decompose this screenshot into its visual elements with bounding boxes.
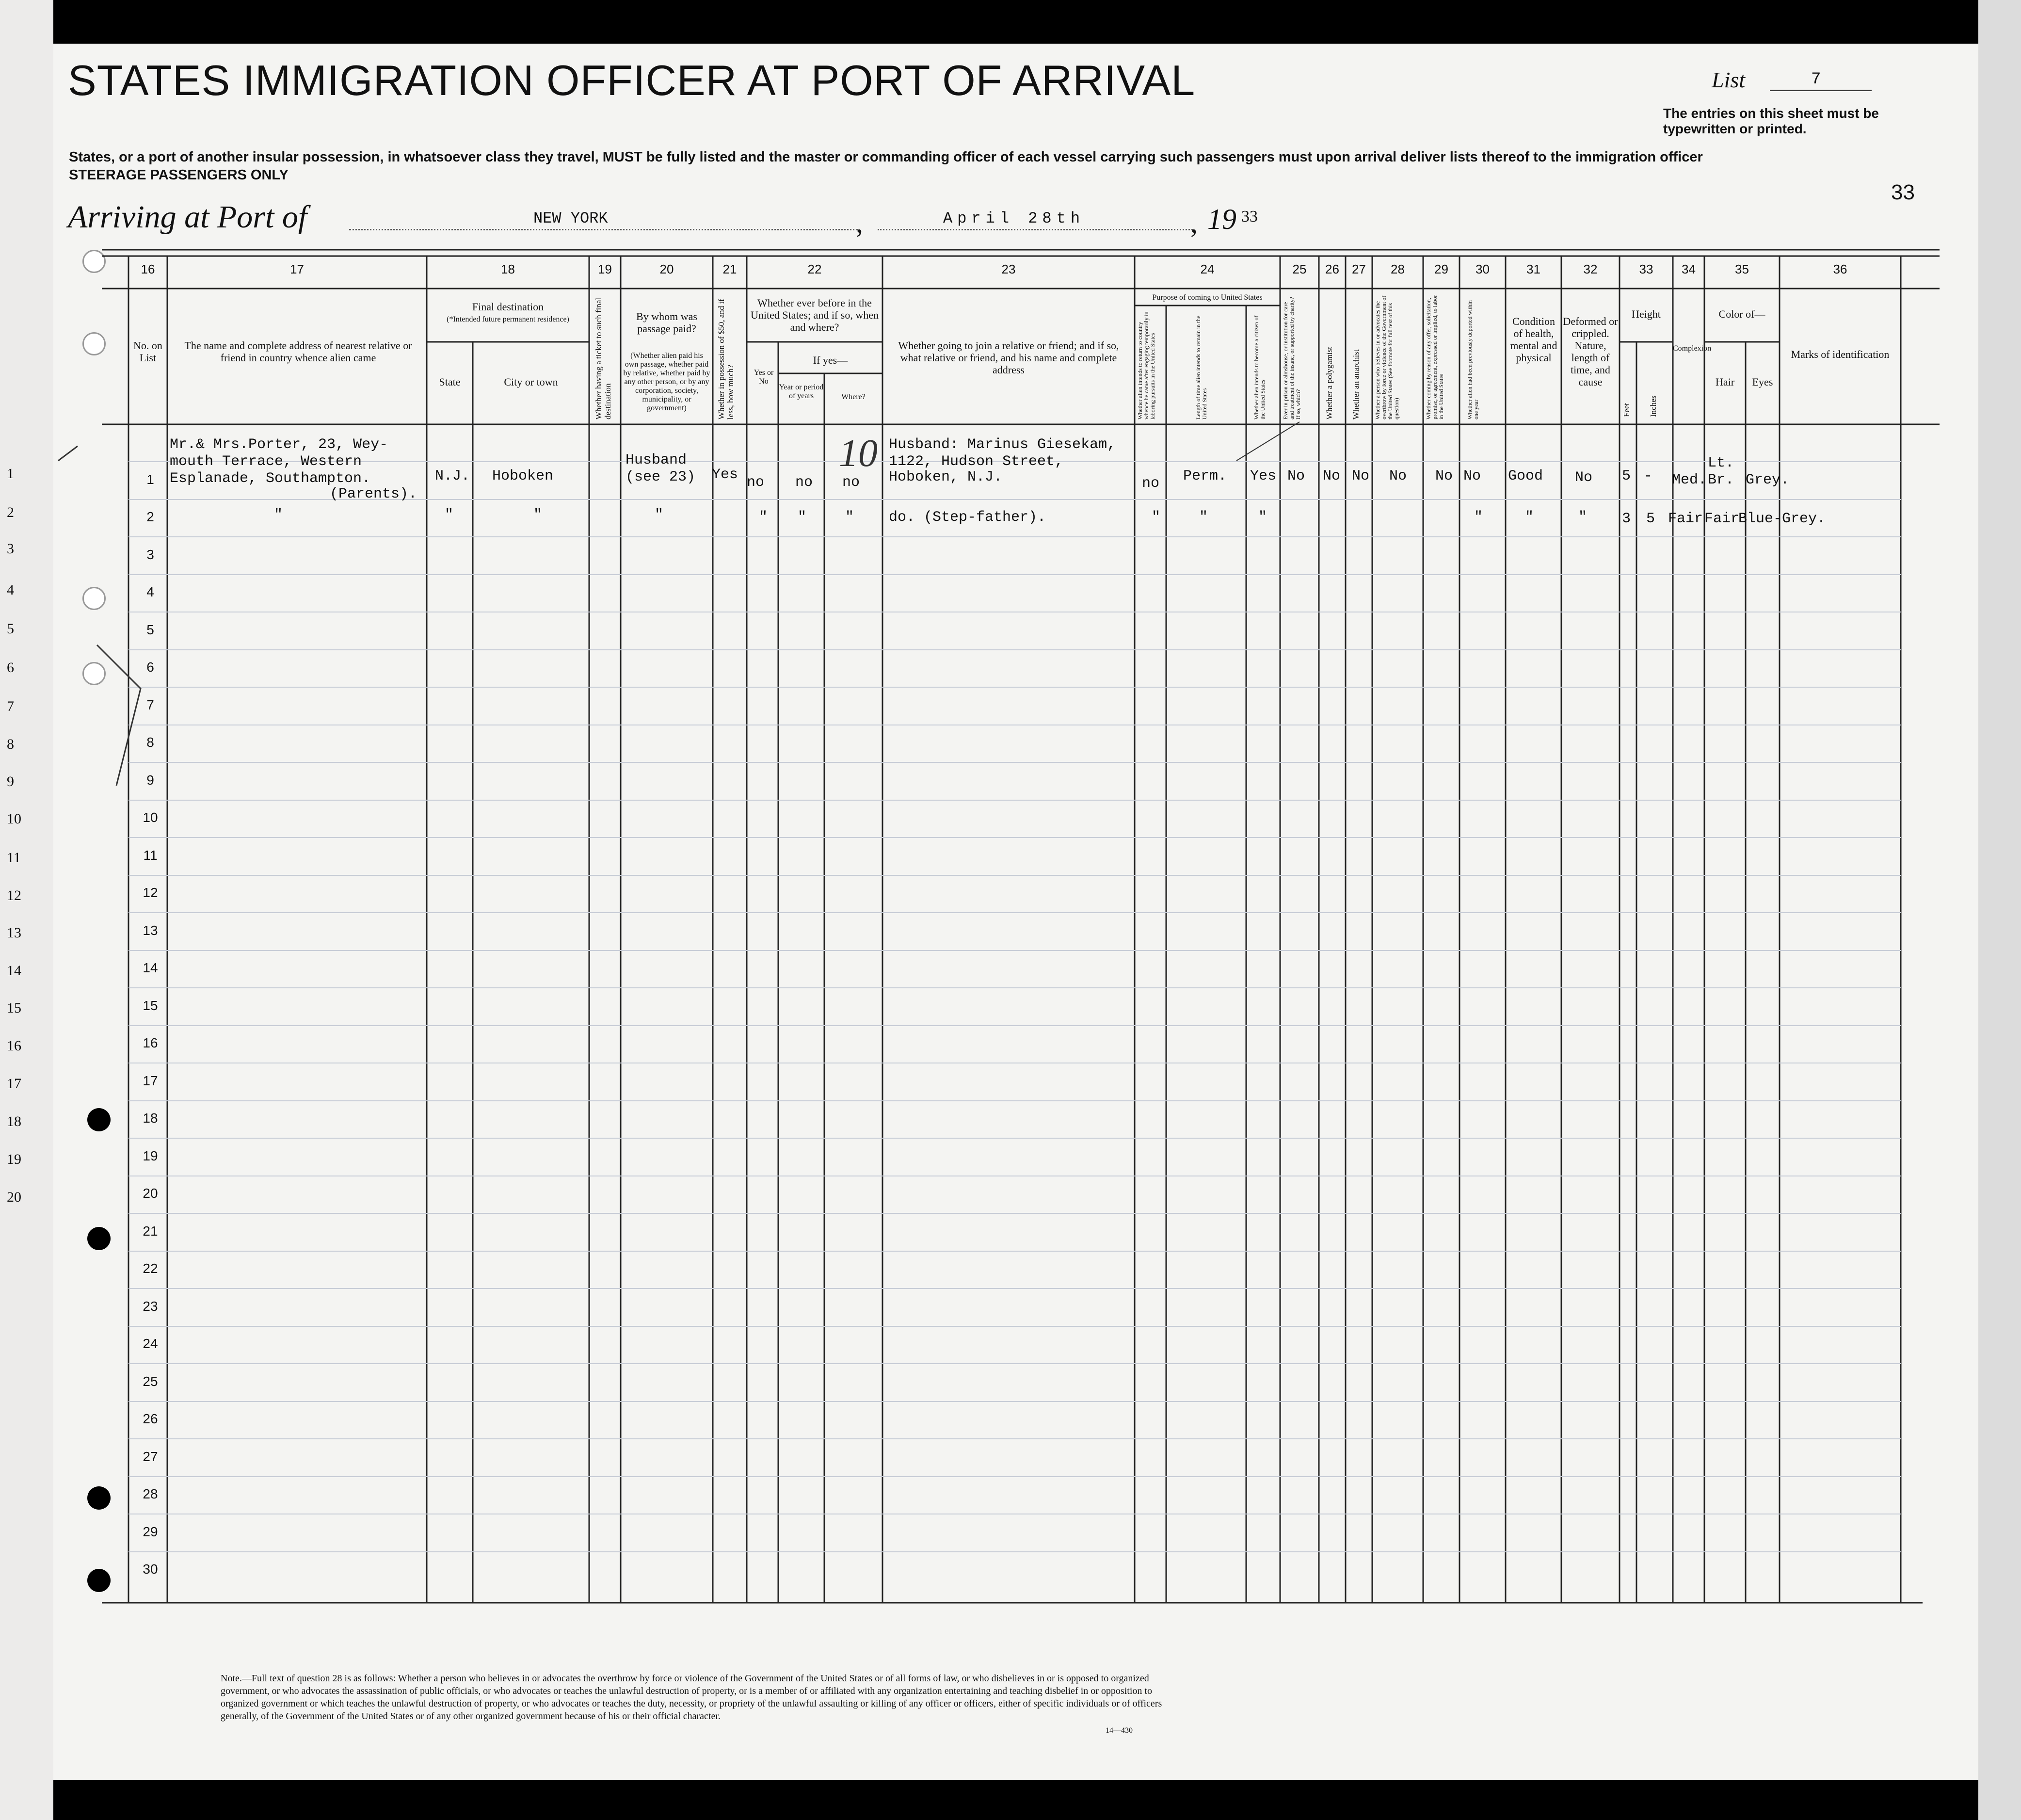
header-deformed: Deformed or crippled. Nature, length of time, and cause	[1563, 315, 1618, 388]
return-intent: no	[1142, 475, 1160, 492]
row-number: 23	[143, 1299, 158, 1314]
header-money: Whether in possession of $50, and if less, how much?	[717, 299, 735, 419]
strip-row-number: 7	[7, 698, 14, 714]
strip-row-number: 18	[7, 1113, 21, 1129]
header-citizen: Whether alien intends to become a citizen of the United States	[1253, 315, 1266, 419]
date-value: April 28th	[943, 209, 1085, 227]
complexion: Med.	[1672, 472, 1707, 488]
header-prison: Ever in prison or almshouse, or institution for care and treatment of the insane, or supported by charity? If so, which?	[1282, 297, 1301, 419]
row-number: 3	[146, 547, 154, 562]
header-before-us: Whether ever before in the United States; and if so, when and where?	[751, 297, 879, 333]
row-number: 14	[143, 960, 158, 975]
joining-line: Hoboken, N.J.	[889, 469, 1003, 485]
hair-color: Lt.	[1708, 455, 1734, 471]
strip-row-number: 19	[7, 1151, 21, 1167]
row-number: 11	[143, 848, 158, 863]
strip-row-number: 11	[7, 850, 21, 866]
column-number: 18	[501, 262, 515, 276]
citizen-intent: Yes	[1250, 468, 1277, 484]
height-inches: -	[1644, 468, 1653, 484]
strip-row-number: 17	[7, 1076, 21, 1092]
header-yes-no: Yes or No	[754, 369, 774, 386]
row-number: 19	[143, 1148, 158, 1163]
header-deported: Whether alien had been previously deported within one year	[1466, 300, 1479, 419]
ditto-mark: "	[655, 507, 664, 523]
row-number: 30	[143, 1562, 158, 1577]
ditto-mark: "	[1199, 509, 1208, 526]
polygamist: No	[1323, 468, 1341, 484]
labor-offer: No	[1435, 468, 1453, 484]
ditto-mark: "	[274, 507, 283, 523]
eye-color: Grey.	[1746, 472, 1790, 488]
row-number: 8	[146, 735, 154, 750]
header-complexion: Complexion	[1673, 344, 1712, 353]
row-number: 20	[143, 1186, 158, 1201]
row-number: 2	[146, 509, 154, 524]
relative-address-line: mouth Terrace, Western	[170, 453, 362, 470]
ditto-mark: "	[1258, 509, 1267, 526]
ditto-mark: "	[759, 509, 768, 526]
ditto-mark: "	[445, 507, 454, 523]
ditto-mark: "	[1474, 509, 1483, 526]
form-code: 14—430	[1106, 1726, 1133, 1735]
column-number: 21	[722, 262, 737, 276]
header-if-yes: If yes—	[813, 354, 848, 366]
header-labor-offer: Whether coming by reason of any offer, solicitation, promise, or agreement, expressed or implied, to labor in the United States	[1425, 295, 1444, 419]
height-feet: 5	[1622, 468, 1631, 484]
ditto-mark: "	[533, 507, 543, 523]
header-hair: Hair	[1715, 376, 1735, 388]
column-number: 23	[1001, 262, 1016, 276]
strip-row-number: 1	[7, 466, 14, 482]
row-number: 1	[146, 472, 154, 487]
column-number: 35	[1735, 262, 1749, 276]
row-number: 29	[143, 1524, 158, 1539]
relative-address-line: (Parents).	[330, 486, 417, 502]
header-height: Height	[1632, 308, 1661, 320]
header-no-on-list: No. on List	[133, 339, 162, 364]
list-label: List	[1712, 67, 1746, 92]
row-number: 21	[143, 1224, 158, 1239]
header-color: Color of—	[1718, 308, 1765, 320]
header-length: Length of time alien intends to remain in the United States	[1195, 316, 1208, 419]
relative-address-line: Mr.& Mrs.Porter, 23, Wey-	[170, 436, 388, 453]
header-ticket: Whether having a ticket to such final destination	[594, 297, 612, 419]
header-where: Where?	[841, 393, 866, 401]
column-number: 36	[1833, 262, 1847, 276]
header-overthrow: Whether a person who believes in or advocates the overthrow by force or violence of the Government of the United States (See footnote for full text of this question)	[1374, 295, 1400, 419]
row-number: 16	[143, 1035, 158, 1050]
ditto-mark: "	[845, 509, 854, 526]
header-final-destination: Final destination	[472, 301, 544, 313]
header-relative-abroad: The name and complete address of nearest relative or friend in country whence alien came	[184, 339, 412, 364]
complexion: Fair	[1668, 511, 1703, 527]
row-number: 12	[143, 885, 158, 900]
paid-by: (see 23)	[626, 469, 696, 485]
row-number: 10	[143, 810, 158, 825]
before-us-where: no	[842, 474, 860, 491]
row-number: 7	[146, 697, 154, 712]
header-inches: Inches	[1649, 395, 1658, 417]
column-number: 26	[1325, 262, 1339, 276]
header-anarchist: Whether an anarchist	[1351, 349, 1361, 419]
deformed: No	[1575, 469, 1593, 486]
column-number: 28	[1391, 262, 1405, 276]
header-city: City or town	[504, 376, 558, 388]
destination-city: Hoboken	[492, 468, 554, 484]
header-final-destination-note: (*Intended future permanent residence)	[447, 315, 569, 323]
column-number: 25	[1292, 262, 1307, 276]
arriving-label: Arriving at Port of	[68, 199, 307, 235]
column-number: 20	[659, 262, 674, 276]
column-number: 17	[290, 262, 304, 276]
header-polygamist: Whether a polygamist	[1325, 346, 1334, 419]
strip-row-number: 2	[7, 504, 14, 520]
column-number: 22	[807, 262, 822, 276]
health: Good	[1508, 468, 1543, 484]
strip-row-number: 13	[7, 925, 21, 941]
header-eyes: Eyes	[1752, 376, 1773, 388]
column-number: 19	[598, 262, 612, 276]
strip-row-number: 8	[7, 736, 14, 752]
header-feet: Feet	[1622, 403, 1631, 417]
row-number: 18	[143, 1111, 158, 1126]
row-number: 26	[143, 1411, 158, 1426]
column-number: 24	[1200, 262, 1215, 276]
column-number: 30	[1476, 262, 1490, 276]
header-passage-note: (Whether alien paid his own passage, whether paid by relative, whether paid by any other person, or by any corporation, society, municipality, or government)	[623, 352, 710, 412]
strip-row-number: 4	[7, 582, 14, 598]
relative-address-line: Esplanade, Southampton.	[170, 470, 371, 487]
header-return: Whether alien intends to return to country whence he came after engaging temporarily in laboring pursuits in the United States	[1137, 311, 1156, 419]
row-number: 6	[146, 660, 154, 675]
ditto-mark: "	[1578, 509, 1588, 526]
strip-row-number: 9	[7, 773, 14, 789]
row-number: 13	[143, 923, 158, 938]
list-number: 7	[1811, 70, 1821, 89]
pencil-annotation: 10	[839, 432, 878, 475]
row-number: 9	[146, 773, 154, 788]
header-health: Condition of health, mental and physical	[1510, 315, 1557, 364]
length-of-stay: Perm.	[1183, 468, 1227, 484]
hair-color: Fair	[1704, 511, 1740, 527]
anarchist: No	[1352, 468, 1370, 484]
row-number: 28	[143, 1486, 158, 1501]
row-number: 24	[143, 1336, 158, 1351]
strip-row-number: 6	[7, 660, 14, 676]
year-suffix: 33	[1241, 208, 1258, 225]
row-number: 5	[146, 622, 154, 637]
comma-separator: ,	[856, 207, 863, 239]
instructions: States, or a port of another insular possession, in whatsoever class they travel, MUST be fully listed and the master or commanding officer of each vessel carrying such passengers must upon arrival deliver lists thereof to the immigration officer	[69, 149, 1703, 165]
height-feet: 3	[1622, 511, 1631, 527]
before-us: no	[747, 474, 765, 491]
strip-row-number: 16	[7, 1038, 21, 1054]
column-number: 32	[1583, 262, 1598, 276]
column-number: 31	[1526, 262, 1540, 276]
row-number: 4	[146, 584, 154, 599]
joining-line: 1122, Hudson Street,	[889, 453, 1064, 470]
eye-color: Blue-Grey.	[1738, 511, 1826, 527]
strip-row-number: 3	[7, 541, 14, 557]
ditto-mark: "	[1152, 509, 1161, 526]
column-number: 16	[141, 262, 155, 276]
paid-by: Husband	[626, 452, 687, 468]
prison: No	[1287, 468, 1305, 484]
strip-row-number: 14	[7, 963, 21, 979]
port-value: NEW YORK	[533, 209, 608, 227]
before-us-year: no	[795, 474, 813, 491]
row-number: 25	[143, 1374, 158, 1389]
joining-line: Husband: Marinus Giesekam,	[889, 436, 1116, 453]
comma-separator: ,	[1190, 207, 1198, 239]
row-number: 27	[143, 1449, 158, 1464]
has-50: Yes	[712, 467, 738, 483]
ditto-mark: "	[1525, 509, 1534, 526]
header-passage-paid: By whom was passage paid?	[636, 310, 697, 335]
ditto-mark: "	[798, 509, 807, 526]
page-number: 33	[1891, 180, 1915, 204]
page-title: STATES IMMIGRATION OFFICER AT PORT OF ARRIVAL	[68, 56, 1196, 104]
steerage-label: STEERAGE PASSENGERS ONLY	[69, 167, 289, 183]
destination-state: N.J.	[435, 468, 470, 484]
column-number: 34	[1682, 262, 1696, 276]
strip-row-number: 20	[7, 1189, 21, 1205]
height-inches: 5	[1646, 511, 1655, 527]
header-purpose: Purpose of coming to United States	[1152, 293, 1263, 302]
joining-line: do. (Step-father).	[889, 509, 1046, 526]
strip-row-number: 12	[7, 887, 21, 903]
header-year-period: Year or period of years	[779, 383, 824, 400]
strip-row-number: 15	[7, 1000, 21, 1016]
strip-row-number: 10	[7, 811, 21, 827]
sheet-note: The entries on this sheet must be typewritten or printed.	[1663, 106, 1879, 136]
footnote: Note.—Full text of question 28 is as follows: Whether a person who believes in or advocates the overthrow by force or violence of the Government of the United States or of all forms of law, or who disbelieves in or is opposed to organized government, or who advocates the assassination of public officials, or who advocates or teaches the unlawful destruction of property, or is a member of or affiliated with any organization entertaining and teaching disbelief in or opposition to organized government or which teaches the unlawful destruction of property, or who advocates or teaches the duty, necessity, or propriety of the unlawful assaulting or killing of any officer or officers, either of specific individuals or of officers generally, of the Government of the United States or of any other organized government because of his or their official character.	[221, 1673, 1162, 1722]
header-marks: Marks of identification	[1791, 348, 1890, 360]
header-state: State	[439, 376, 461, 388]
column-number: 27	[1352, 262, 1366, 276]
column-number: 29	[1434, 262, 1448, 276]
row-number: 22	[143, 1261, 158, 1276]
hair-color: Br.	[1708, 472, 1734, 488]
header-joining: Whether going to join a relative or friend; and if so, what relative or friend, and his name and complete address	[898, 339, 1119, 376]
overthrow: No	[1389, 468, 1407, 484]
strip-row-number: 5	[7, 621, 14, 637]
row-number: 17	[143, 1073, 158, 1088]
year-prefix: 19	[1207, 203, 1236, 235]
deported: No	[1463, 468, 1481, 484]
row-number: 15	[143, 998, 158, 1013]
column-number: 33	[1639, 262, 1653, 276]
